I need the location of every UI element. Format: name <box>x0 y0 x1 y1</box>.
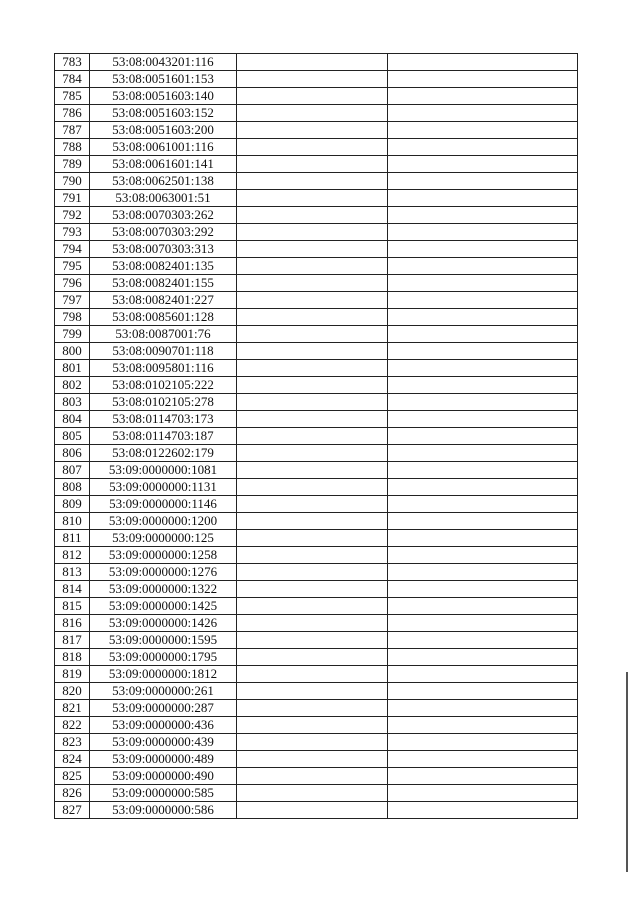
empty-cell <box>388 326 578 343</box>
empty-cell <box>388 615 578 632</box>
row-number: 820 <box>55 683 90 700</box>
empty-cell <box>237 241 388 258</box>
row-number: 791 <box>55 190 90 207</box>
empty-cell <box>388 207 578 224</box>
row-number: 822 <box>55 717 90 734</box>
empty-cell <box>388 122 578 139</box>
row-number: 812 <box>55 547 90 564</box>
table-row <box>55 258 578 275</box>
row-number: 805 <box>55 428 90 445</box>
empty-cell <box>237 224 388 241</box>
empty-cell <box>237 54 388 71</box>
table-row <box>55 513 578 530</box>
row-number: 785 <box>55 88 90 105</box>
table-row <box>55 751 578 768</box>
empty-cell <box>388 139 578 156</box>
cadastral-number: 53:08:0102105:278 <box>90 394 237 411</box>
cadastral-number: 53:09:0000000:489 <box>90 751 237 768</box>
empty-cell <box>237 649 388 666</box>
row-number: 815 <box>55 598 90 615</box>
empty-cell <box>237 326 388 343</box>
empty-cell <box>237 377 388 394</box>
table-row <box>55 139 578 156</box>
table-row <box>55 343 578 360</box>
cadastral-number: 53:08:0082401:227 <box>90 292 237 309</box>
empty-cell <box>388 292 578 309</box>
table-row <box>55 326 578 343</box>
empty-cell <box>388 360 578 377</box>
row-number: 804 <box>55 411 90 428</box>
cadastral-number: 53:09:0000000:436 <box>90 717 237 734</box>
row-number: 826 <box>55 785 90 802</box>
cadastral-number: 53:09:0000000:1200 <box>90 513 237 530</box>
row-number: 793 <box>55 224 90 241</box>
empty-cell <box>388 768 578 785</box>
row-number: 810 <box>55 513 90 530</box>
row-number: 813 <box>55 564 90 581</box>
cadastral-number: 53:08:0090701:118 <box>90 343 237 360</box>
row-number: 808 <box>55 479 90 496</box>
row-number: 827 <box>55 802 90 819</box>
row-number: 801 <box>55 360 90 377</box>
cadastral-number: 53:09:0000000:490 <box>90 768 237 785</box>
empty-cell <box>388 241 578 258</box>
row-number: 788 <box>55 139 90 156</box>
empty-cell <box>388 513 578 530</box>
cadastral-number: 53:09:0000000:585 <box>90 785 237 802</box>
cadastral-number: 53:09:0000000:1425 <box>90 598 237 615</box>
cadastral-number: 53:09:0000000:1258 <box>90 547 237 564</box>
row-number: 821 <box>55 700 90 717</box>
cadastral-number: 53:09:0000000:1276 <box>90 564 237 581</box>
table-row <box>55 615 578 632</box>
cadastral-number: 53:08:0051603:200 <box>90 122 237 139</box>
row-number: 797 <box>55 292 90 309</box>
cadastral-number: 53:08:0043201:116 <box>90 54 237 71</box>
empty-cell <box>237 768 388 785</box>
cadastral-number: 53:08:0070303:292 <box>90 224 237 241</box>
table-row <box>55 88 578 105</box>
table-row <box>55 411 578 428</box>
empty-cell <box>388 700 578 717</box>
empty-cell <box>237 632 388 649</box>
table-row <box>55 649 578 666</box>
empty-cell <box>388 105 578 122</box>
table-row <box>55 224 578 241</box>
empty-cell <box>388 734 578 751</box>
empty-cell <box>388 275 578 292</box>
table-row <box>55 241 578 258</box>
empty-cell <box>388 785 578 802</box>
row-number: 783 <box>55 54 90 71</box>
edge-mark <box>626 672 628 872</box>
empty-cell <box>388 190 578 207</box>
row-number: 787 <box>55 122 90 139</box>
cadastral-number: 53:09:0000000:261 <box>90 683 237 700</box>
table-row <box>55 564 578 581</box>
empty-cell <box>388 156 578 173</box>
empty-cell <box>388 377 578 394</box>
empty-cell <box>237 462 388 479</box>
table-row <box>55 275 578 292</box>
empty-cell <box>237 479 388 496</box>
table-row <box>55 479 578 496</box>
row-number: 802 <box>55 377 90 394</box>
empty-cell <box>237 615 388 632</box>
cadastral-number: 53:09:0000000:1795 <box>90 649 237 666</box>
row-number: 823 <box>55 734 90 751</box>
empty-cell <box>237 360 388 377</box>
empty-cell <box>388 54 578 71</box>
row-number: 799 <box>55 326 90 343</box>
row-number: 790 <box>55 173 90 190</box>
cadastral-table <box>54 53 578 819</box>
table-row <box>55 445 578 462</box>
empty-cell <box>388 751 578 768</box>
empty-cell <box>388 411 578 428</box>
empty-cell <box>388 309 578 326</box>
cadastral-number: 53:09:0000000:1426 <box>90 615 237 632</box>
empty-cell <box>388 394 578 411</box>
empty-cell <box>237 513 388 530</box>
cadastral-number: 53:08:0070303:262 <box>90 207 237 224</box>
empty-cell <box>237 734 388 751</box>
table-row <box>55 785 578 802</box>
empty-cell <box>237 394 388 411</box>
table-row <box>55 428 578 445</box>
empty-cell <box>388 802 578 819</box>
table-row <box>55 207 578 224</box>
empty-cell <box>388 649 578 666</box>
empty-cell <box>237 717 388 734</box>
empty-cell <box>388 564 578 581</box>
cadastral-number: 53:09:0000000:1812 <box>90 666 237 683</box>
row-number: 811 <box>55 530 90 547</box>
table-row <box>55 768 578 785</box>
empty-cell <box>388 530 578 547</box>
table-row <box>55 802 578 819</box>
empty-cell <box>237 258 388 275</box>
empty-cell <box>237 547 388 564</box>
cadastral-number: 53:08:0070303:313 <box>90 241 237 258</box>
empty-cell <box>237 207 388 224</box>
cadastral-number: 53:08:0061001:116 <box>90 139 237 156</box>
row-number: 817 <box>55 632 90 649</box>
cadastral-number: 53:08:0051603:140 <box>90 88 237 105</box>
empty-cell <box>388 445 578 462</box>
cadastral-number: 53:08:0114703:187 <box>90 428 237 445</box>
empty-cell <box>388 71 578 88</box>
empty-cell <box>237 71 388 88</box>
empty-cell <box>237 343 388 360</box>
table-row <box>55 734 578 751</box>
cadastral-number: 53:08:0095801:116 <box>90 360 237 377</box>
row-number: 809 <box>55 496 90 513</box>
empty-cell <box>237 802 388 819</box>
cadastral-number: 53:08:0062501:138 <box>90 173 237 190</box>
empty-cell <box>388 224 578 241</box>
table-row <box>55 105 578 122</box>
cadastral-number: 53:08:0102105:222 <box>90 377 237 394</box>
table-row <box>55 377 578 394</box>
empty-cell <box>237 751 388 768</box>
row-number: 807 <box>55 462 90 479</box>
table-row <box>55 666 578 683</box>
row-number: 795 <box>55 258 90 275</box>
cadastral-number: 53:09:0000000:1081 <box>90 462 237 479</box>
empty-cell <box>388 581 578 598</box>
empty-cell <box>388 462 578 479</box>
row-number: 792 <box>55 207 90 224</box>
table-row <box>55 632 578 649</box>
cadastral-number: 53:09:0000000:1595 <box>90 632 237 649</box>
table-row <box>55 309 578 326</box>
table-row <box>55 394 578 411</box>
cadastral-number: 53:08:0082401:155 <box>90 275 237 292</box>
table-row <box>55 190 578 207</box>
table-row <box>55 700 578 717</box>
table-row <box>55 156 578 173</box>
row-number: 814 <box>55 581 90 598</box>
empty-cell <box>237 530 388 547</box>
table-row <box>55 547 578 564</box>
table-row <box>55 173 578 190</box>
cadastral-number: 53:08:0114703:173 <box>90 411 237 428</box>
empty-cell <box>388 88 578 105</box>
empty-cell <box>237 411 388 428</box>
empty-cell <box>388 683 578 700</box>
empty-cell <box>388 717 578 734</box>
table-row <box>55 717 578 734</box>
empty-cell <box>388 496 578 513</box>
row-number: 803 <box>55 394 90 411</box>
cadastral-number: 53:08:0051601:153 <box>90 71 237 88</box>
cadastral-number: 53:09:0000000:1131 <box>90 479 237 496</box>
empty-cell <box>388 479 578 496</box>
empty-cell <box>388 343 578 360</box>
cadastral-number: 53:09:0000000:439 <box>90 734 237 751</box>
empty-cell <box>237 173 388 190</box>
cadastral-number: 53:08:0087001:76 <box>90 326 237 343</box>
table-row <box>55 54 578 71</box>
row-number: 794 <box>55 241 90 258</box>
empty-cell <box>237 275 388 292</box>
empty-cell <box>237 564 388 581</box>
row-number: 825 <box>55 768 90 785</box>
empty-cell <box>237 683 388 700</box>
empty-cell <box>237 139 388 156</box>
empty-cell <box>237 122 388 139</box>
empty-cell <box>237 105 388 122</box>
empty-cell <box>237 428 388 445</box>
empty-cell <box>237 785 388 802</box>
table-row <box>55 122 578 139</box>
row-number: 800 <box>55 343 90 360</box>
cadastral-number: 53:08:0122602:179 <box>90 445 237 462</box>
cadastral-number: 53:09:0000000:1322 <box>90 581 237 598</box>
row-number: 789 <box>55 156 90 173</box>
empty-cell <box>388 547 578 564</box>
row-number: 784 <box>55 71 90 88</box>
cadastral-number: 53:09:0000000:1146 <box>90 496 237 513</box>
table-row <box>55 581 578 598</box>
table-body <box>55 54 578 819</box>
empty-cell <box>237 598 388 615</box>
row-number: 824 <box>55 751 90 768</box>
empty-cell <box>237 700 388 717</box>
row-number: 786 <box>55 105 90 122</box>
row-number: 798 <box>55 309 90 326</box>
table-row <box>55 598 578 615</box>
empty-cell <box>388 258 578 275</box>
empty-cell <box>388 428 578 445</box>
table-row <box>55 462 578 479</box>
table-row <box>55 530 578 547</box>
cadastral-number: 53:09:0000000:287 <box>90 700 237 717</box>
empty-cell <box>237 292 388 309</box>
table-row <box>55 71 578 88</box>
empty-cell <box>388 666 578 683</box>
row-number: 819 <box>55 666 90 683</box>
row-number: 818 <box>55 649 90 666</box>
table-row <box>55 496 578 513</box>
cadastral-number: 53:09:0000000:586 <box>90 802 237 819</box>
empty-cell <box>237 666 388 683</box>
cadastral-number: 53:08:0063001:51 <box>90 190 237 207</box>
empty-cell <box>388 598 578 615</box>
empty-cell <box>237 581 388 598</box>
empty-cell <box>237 88 388 105</box>
empty-cell <box>388 632 578 649</box>
empty-cell <box>237 445 388 462</box>
table-row <box>55 360 578 377</box>
cadastral-number: 53:08:0061601:141 <box>90 156 237 173</box>
cadastral-number: 53:08:0051603:152 <box>90 105 237 122</box>
row-number: 816 <box>55 615 90 632</box>
row-number: 796 <box>55 275 90 292</box>
empty-cell <box>237 496 388 513</box>
empty-cell <box>237 309 388 326</box>
row-number: 806 <box>55 445 90 462</box>
cadastral-number: 53:09:0000000:125 <box>90 530 237 547</box>
table-row <box>55 292 578 309</box>
empty-cell <box>237 156 388 173</box>
empty-cell <box>237 190 388 207</box>
cadastral-number: 53:08:0082401:135 <box>90 258 237 275</box>
table-row <box>55 683 578 700</box>
cadastral-number: 53:08:0085601:128 <box>90 309 237 326</box>
empty-cell <box>388 173 578 190</box>
